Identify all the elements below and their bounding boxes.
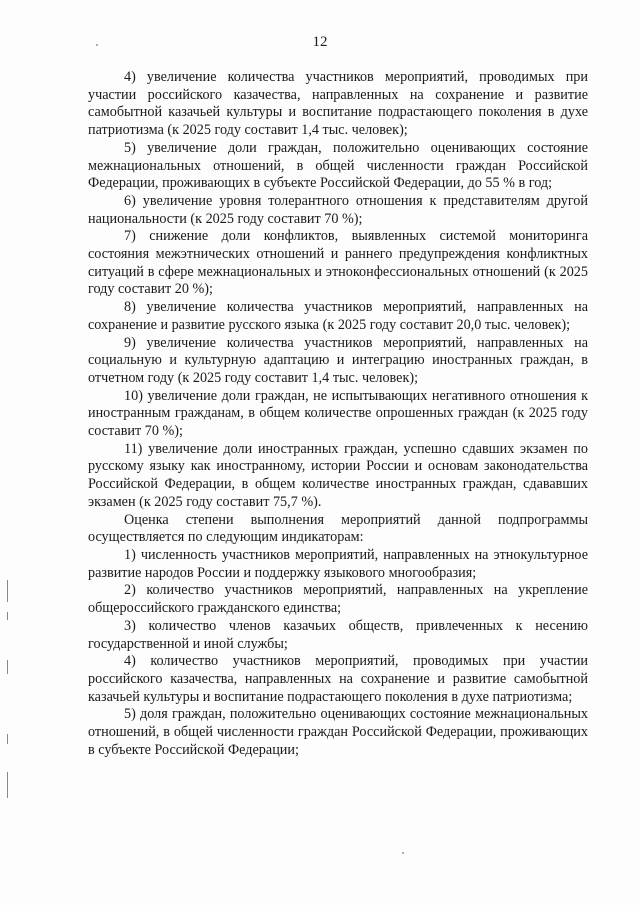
scan-speck bbox=[96, 44, 98, 46]
paragraph-item-5: 5) увеличение доли граждан, положительно оценивающих состояние межнациональных отношений, в общей численности граждан Российской Федерации, проживающих в субъекте Российской Федерации, до 55 % в год; bbox=[88, 139, 588, 192]
paragraph-item-4: 4) увеличение количества участников мероприятий, проводимых при участии российского казачества, направленных на сохранение и развитие самобытной казачьей культуры и воспитание подрастающего поколения в духе патриотизма (к 2025 году составит 1,4 тыс. человек); bbox=[88, 69, 588, 139]
indicator-item-4: 4) количество участников мероприятий, проводимых при участии российского казачества, направленных на сохранение и развитие самобытной казачьей культуры и воспитание подрастающего поколения в духе патриотизма; bbox=[88, 653, 588, 705]
paragraph-item-7: 7) снижение доли конфликтов, выявленных системой мониторинга состояния межэтнических отношений и раннего предупреждения конфликтных ситуаций в сфере межнациональных и этноконфессиональных отношений (к 2025 году составит 20 %); bbox=[88, 228, 588, 298]
paragraph-item-8: 8) увеличение количества участников мероприятий, направленных на сохранение и развитие русского языка (к 2025 году составит 20,0 тыс. человек); bbox=[88, 299, 588, 333]
indicator-item-1: 1) численность участников мероприятий, направленных на этнокультурное развитие народов России и поддержку языкового многообразия; bbox=[88, 546, 588, 581]
indicator-item-2: 2) количество участников мероприятий, направленных на укрепление общероссийского гражданского единства; bbox=[88, 582, 588, 617]
paragraph-item-10: 10) увеличение доли граждан, не испытывающих негативного отношения к иностранным гражданам, в общем количестве опрошенных граждан (к 2025 году составит 70 %); bbox=[88, 387, 588, 440]
paragraph-item-11: 11) увеличение доли иностранных граждан, успешно сдавших экзамен по русскому языку как иностранному, истории России и основам законодательства Российской Федерации, в общем количестве иностранных граждан, сдававших экзамен (к 2025 году составит 75,7 %). bbox=[88, 440, 588, 510]
indicator-item-5: 5) доля граждан, положительно оценивающих состояние межнациональных отношений, в общей численности граждан Российской Федерации, проживающих в субъекте Российской Федерации; bbox=[88, 706, 588, 758]
scan-speck bbox=[402, 852, 404, 854]
scan-margin-marks bbox=[6, 580, 9, 840]
page-number: 12 bbox=[312, 34, 328, 50]
paragraph-assessment-intro: Оценка степени выполнения мероприятий данной подпрограммы осуществляется по следующим индикаторам: bbox=[88, 511, 588, 546]
paragraph-item-9: 9) увеличение количества участников мероприятий, направленных на социальную и культурную адаптацию и интеграцию иностранных граждан, в отчетном году (к 2025 году составит 1,4 тыс. человек); bbox=[88, 334, 588, 386]
indicator-item-3: 3) количество членов казачьих обществ, привлеченных к несению государственной и иной службы; bbox=[88, 617, 588, 652]
body-text bbox=[88, 69, 588, 759]
paragraph-item-6: 6) увеличение уровня толерантного отношения к представителям другой национальности (к 2025 году составит 70 %); bbox=[88, 192, 588, 227]
